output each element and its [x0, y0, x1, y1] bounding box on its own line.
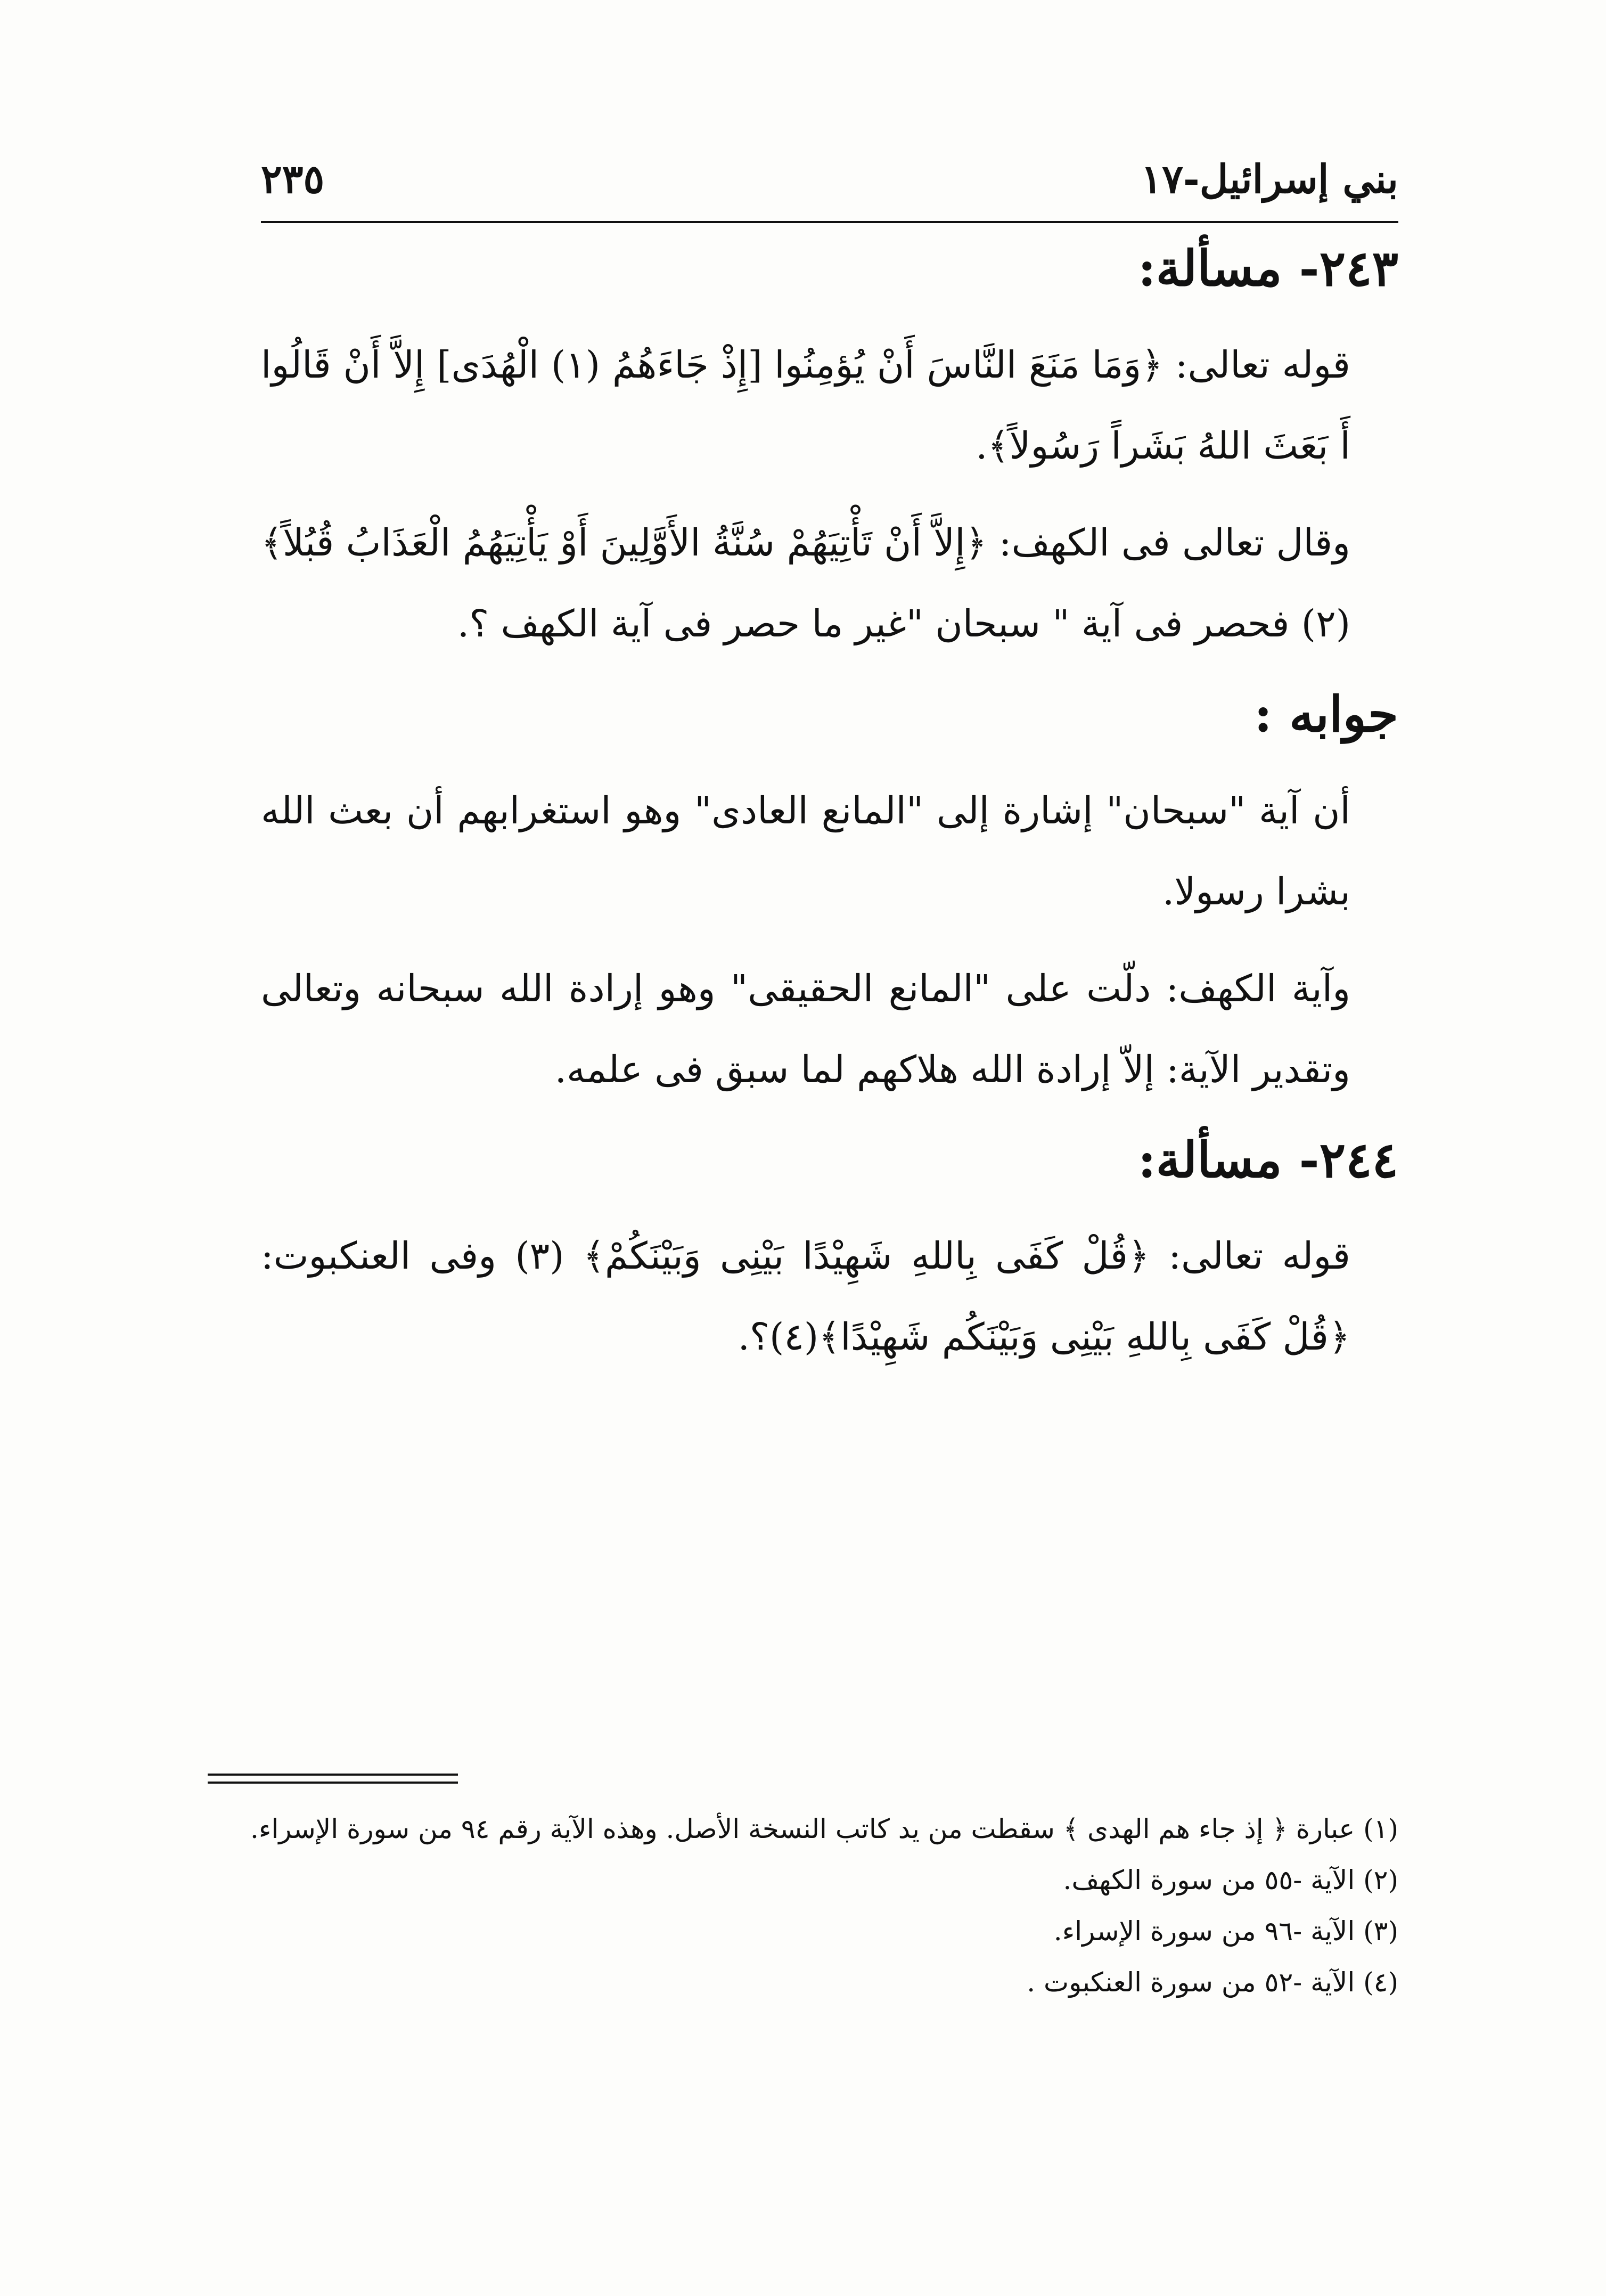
answer-label: جوابه :: [1254, 685, 1398, 743]
footnote-1: (١) عبارة ﴿ إذ جاء هم الهدى ﴾ سقطت من يد كاتب النسخة الأصل. وهذه الآية رقم ٩٤ من سورة الإسراء.: [250, 1813, 1398, 1844]
header-rule: [261, 221, 1398, 223]
chapter-title: بني إسرائيل-١٧: [1141, 157, 1398, 202]
page-number: ٢٣٥: [261, 157, 325, 202]
footnote-2: (٢) الآية -٥٥ من سورة الكهف.: [1063, 1865, 1398, 1895]
question-paragraph: وقال تعالى فى الكهف: ﴿إِلاَّ أَنْ تَأْتِيَهُمْ سُنَّةُ الأَوَّلِينَ أَوْ يَأْتِيَهُمُ الْعَذَابُ قُبُلاً﴾ (٢) فحصر فى آية " سبحان "غير ما حصر فى آية الكهف ؟.: [261, 520, 1350, 646]
main-content: [261, 234, 1398, 1393]
footnote-4: (٤) الآية -٥٢ من سورة العنكبوت .: [1027, 1967, 1398, 1998]
footnote-3: (٣) الآية -٩٦ من سورة الإسراء.: [1053, 1916, 1398, 1947]
running-header: [261, 133, 1398, 202]
footnote-rule: [208, 1774, 458, 1776]
section-heading-243: ٢٤٣- مسألة:: [1137, 240, 1398, 297]
question-paragraph: قوله تعالى: ﴿قُلْ كَفَى بِاللهِ شَهِيْدًا بَيْنِى وَبَيْنَكُمْ﴾ (٣) وفى العنكبوت: ﴿قُلْ كَفَى بِاللهِ بَيْنِى وَبَيْنَكُم شَهِيْدًا﴾(٤)؟.: [261, 1234, 1351, 1359]
section-heading-244: ٢٤٤- مسألة:: [1137, 1131, 1398, 1189]
question-paragraph: قوله تعالى: ﴿وَمَا مَنَعَ النَّاسَ أَنْ يُؤمِنُوا [إِذْ جَاءَهُمُ (١) الْهُدَى] إِلاَّ أَنْ قَالُوا أَ بَعَثَ اللهُ بَشَراً رَسُولاً﴾.: [261, 342, 1350, 468]
footnotes: [208, 1805, 1398, 2010]
answer-paragraph: أن آية "سبحان" إشارة إلى "المانع العادى" وهو استغرابهم أن بعث الله بشرا رسولا.: [261, 788, 1350, 913]
answer-paragraph: وآية الكهف: دلّت على "المانع الحقيقى" وهو إرادة الله سبحانه وتعالى وتقدير الآية: إلاّ إرادة الله هلاكهم لما سبق فى علمه.: [261, 966, 1350, 1091]
footnote-rule: [208, 1782, 458, 1784]
